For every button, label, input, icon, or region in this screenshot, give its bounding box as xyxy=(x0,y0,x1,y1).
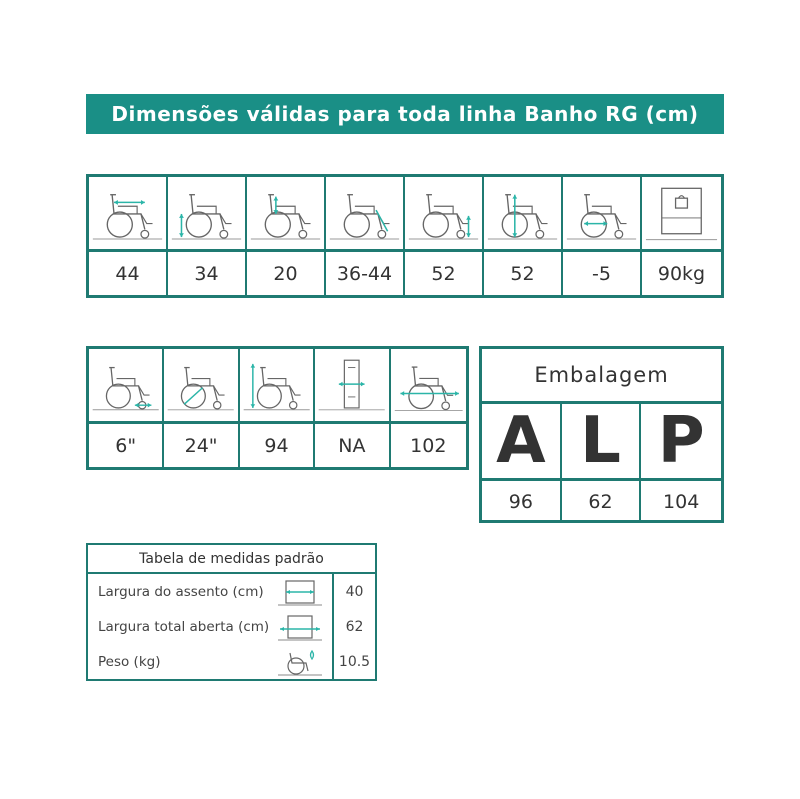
measure-label: Largura do assento (cm) xyxy=(98,583,264,600)
value-cell: 96 xyxy=(482,481,562,523)
value-cell: 90kg xyxy=(657,262,706,285)
seat-angle-icon xyxy=(563,177,642,249)
measure-value: 62 xyxy=(345,618,364,635)
measures-labels xyxy=(88,574,334,681)
measure-label: Largura total aberta (cm) xyxy=(98,618,270,635)
letter-a: A xyxy=(482,404,562,478)
total-height-icon xyxy=(240,349,315,421)
letter-p: P xyxy=(657,404,705,478)
standard-measures-title: Tabela de medidas padrão xyxy=(88,545,375,574)
value-cell: 44 xyxy=(89,252,168,295)
footrest-length-icon xyxy=(326,177,405,249)
seat-depth-icon xyxy=(89,177,168,249)
measure-row xyxy=(88,609,332,644)
backrest-height-icon xyxy=(484,177,563,249)
armrest-height-icon xyxy=(247,177,326,249)
value-cell: 52 xyxy=(405,252,484,295)
measure-row xyxy=(88,574,332,609)
standard-measures-table xyxy=(86,543,377,681)
dimensions-table-1 xyxy=(86,174,724,298)
value-cell: 62 xyxy=(562,481,642,523)
front-wheel-icon xyxy=(89,349,164,421)
value-cell: 20 xyxy=(247,252,326,295)
dimensions-table-2 xyxy=(86,346,469,470)
icon-row xyxy=(89,349,466,421)
value-cell: 24" xyxy=(164,424,239,467)
value-cell: 34 xyxy=(168,252,247,295)
packaging-letters xyxy=(482,404,721,481)
value-cell: 104 xyxy=(663,491,700,513)
value-cell: -5 xyxy=(563,252,642,295)
page-title: Dimensões válidas para toda linha Banho RG (cm) xyxy=(111,102,699,126)
measure-value: 10.5 xyxy=(338,653,371,670)
seat-height-icon xyxy=(168,177,247,249)
value-row xyxy=(89,249,721,295)
value-cell: 6" xyxy=(89,424,164,467)
total-width-icon xyxy=(276,612,324,642)
page-title-banner xyxy=(86,94,724,134)
measures-values xyxy=(334,574,375,681)
value-row xyxy=(89,421,466,467)
max-load-icon xyxy=(642,177,721,249)
folded-width-icon xyxy=(315,349,390,421)
measure-value: 40 xyxy=(345,583,364,600)
packaging-values xyxy=(482,481,721,523)
weight-icon xyxy=(276,647,324,677)
value-cell: 102 xyxy=(410,434,447,457)
seat-to-footrest-icon xyxy=(405,177,484,249)
value-cell: 36-44 xyxy=(326,252,405,295)
letter-l: L xyxy=(562,404,642,478)
rear-wheel-icon xyxy=(164,349,239,421)
measure-row xyxy=(88,644,332,679)
value-cell: 94 xyxy=(240,424,315,467)
value-cell: NA xyxy=(315,424,390,467)
packaging-table xyxy=(479,346,724,523)
icon-row xyxy=(89,177,721,249)
value-cell: 52 xyxy=(484,252,563,295)
packaging-title: Embalagem xyxy=(482,349,721,404)
total-length-icon xyxy=(391,349,466,421)
seat-width-icon xyxy=(276,577,324,607)
measure-label: Peso (kg) xyxy=(98,653,161,670)
